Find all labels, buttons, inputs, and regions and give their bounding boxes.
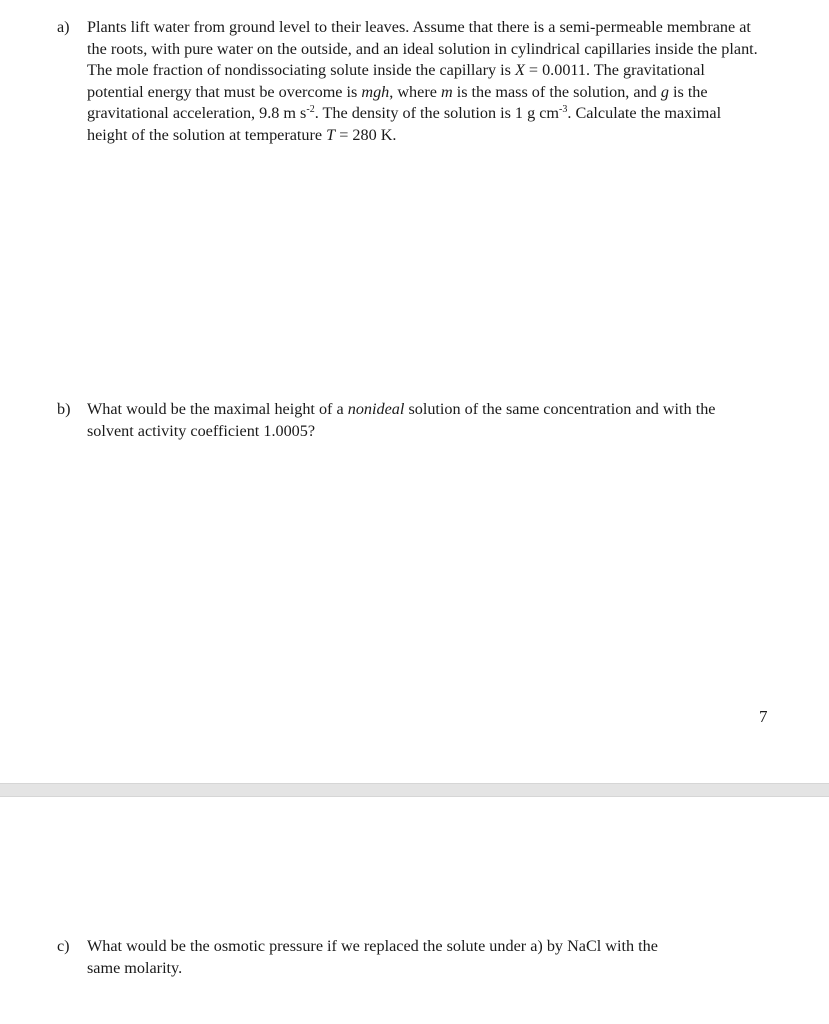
- question-b-line-1: [87, 399, 809, 421]
- emphasis-nonideal: nonideal: [347, 400, 405, 418]
- text-segment: , where: [389, 82, 441, 101]
- variable-x: X: [514, 61, 525, 80]
- question-c-text: [87, 936, 809, 979]
- text-segment: is the: [668, 82, 708, 101]
- question-a-line-5: [87, 103, 809, 125]
- question-b: [57, 399, 809, 442]
- question-a-line-2: the roots, with pure water on the outside, and an ideal solution in cylindrical capillaries inside the plant.: [87, 39, 758, 58]
- superscript-exponent: -2: [306, 104, 315, 116]
- variable-mgh: mgh: [361, 82, 390, 101]
- text-segment: . The density of the solution is 1 g cm: [314, 104, 559, 123]
- question-b-text: [87, 399, 809, 442]
- text-segment: = 0.0011. The gravitational: [524, 61, 705, 80]
- text-segment: The mole fraction of nondissociating solute inside the capillary is: [87, 61, 515, 80]
- question-c: [57, 936, 809, 979]
- page-number: 7: [759, 707, 768, 726]
- text-segment: = 280 K.: [335, 125, 397, 144]
- variable-m: m: [440, 82, 453, 101]
- variable-g: g: [660, 82, 669, 101]
- question-a-text: [87, 17, 809, 147]
- text-segment: potential energy that must be overcome is: [87, 82, 362, 101]
- text-segment: . Calculate the maximal: [567, 104, 722, 123]
- question-c-line-1: What would be the osmotic pressure if we replaced the solute under a) by NaCl with the: [87, 937, 658, 955]
- text-segment: What would be the maximal height of a: [87, 400, 348, 418]
- question-b-line-2: solvent activity coefficient 1.0005?: [87, 421, 316, 440]
- question-a-line-1: Plants lift water from ground level to their leaves. Assume that there is a semi-permeable membrane at: [87, 18, 751, 36]
- variable-t: T: [326, 125, 336, 144]
- question-a-label: a): [57, 18, 70, 36]
- question-a-line-6: [87, 125, 809, 147]
- question-a-line-3: [87, 60, 809, 82]
- document-page-2: [0, 797, 829, 1024]
- page-separator: [0, 783, 829, 797]
- text-segment: solution of the same concentration and with the: [404, 400, 716, 418]
- question-a-line-4: [87, 82, 809, 104]
- text-segment: is the mass of the solution, and: [452, 82, 661, 101]
- question-c-line-2: same molarity.: [87, 958, 183, 977]
- superscript-exponent: -3: [559, 104, 568, 116]
- question-b-label: b): [57, 400, 71, 418]
- text-segment: height of the solution at temperature: [87, 125, 327, 144]
- question-a: [57, 17, 809, 147]
- text-segment: gravitational acceleration, 9.8 m s: [87, 104, 307, 123]
- question-c-label: c): [57, 937, 70, 955]
